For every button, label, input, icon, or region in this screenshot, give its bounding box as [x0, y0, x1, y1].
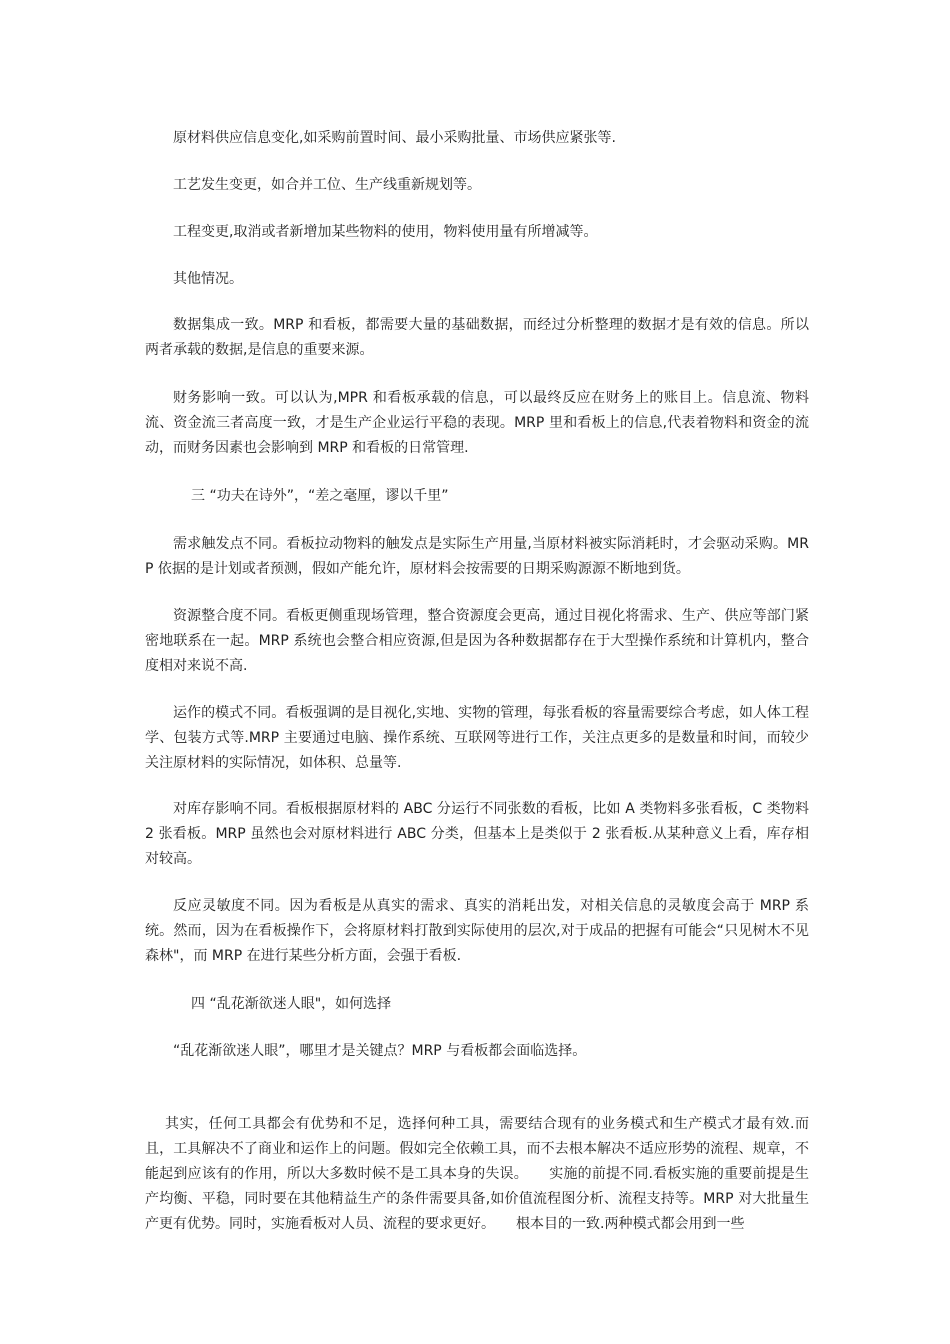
- paragraph-key-point: “乱花渐欲迷人眼”，哪里才是关键点？MRP 与看板都会面临选择。: [173, 1043, 587, 1059]
- paragraph-conclusion: 其实，任何工具都会有优势和不足，选择何种工具，需要结合现有的业务模式和生产模式才最有效.而且，工具解决不了商业和运作上的问题。假如完全依赖工具，而不去根本解决不适应形势的流程、规章，不能起到应该有的作用，所以大多数时候不是工具本身的失误。 实施的前提不同.看板实施的重要前提是生产均衡、平稳，同时要在其他精益生产的条件需要具备,如价值流程图分析、流程支持等。MRP 对大批量生产更有优势。同时，实施看板对人员、流程的要求更好。 根本目的一致.两种模式都会用到一些: [145, 1116, 809, 1232]
- paragraph-process-change: 工艺发生变更，如合并工位、生产线重新规划等。: [173, 177, 481, 193]
- paragraph-demand-trigger: 需求触发点不同。看板拉动物料的触发点是实际生产用量,当原材料被实际消耗时，才会驱动采购。MRP 依据的是计划或者预测，假如产能允许，原材料会按需要的日期采购源源不断地到货。: [145, 536, 809, 577]
- paragraph-data-integration: 数据集成一致。MRP 和看板，都需要大量的基础数据，而经过分析整理的数据才是有效的信息。所以两者承载的数据,是信息的重要来源。: [145, 317, 809, 358]
- paragraph-resource-integration: 资源整合度不同。看板更侧重现场管理，整合资源度会更高，通过目视化将需求、生产、供应等部门紧密地联系在一起。MRP 系统也会整合相应资源,但是因为各种数据都存在于大型操作系统和计算机内，整合度相对来说不高.: [145, 608, 809, 674]
- paragraph-inventory-impact: 对库存影响不同。看板根据原材料的 ABC 分运行不同张数的看板，比如 A 类物料多张看板，C 类物料 2 张看板。MRP 虽然也会对原材料进行 ABC 分类，但基本上是类似于 2 张看板.从某种意义上看，库存相对较高。: [145, 801, 809, 867]
- paragraph-engineering-change: 工程变更,取消或者新增加某些物料的使用，物料使用量有所增减等。: [173, 224, 598, 240]
- paragraph-other: 其他情况。: [173, 271, 243, 287]
- section-heading-4: 四 “乱花渐欲迷人眼"，如何选择: [191, 996, 392, 1012]
- paragraph-material-supply: 原材料供应信息变化,如采购前置时间、最小采购批量、市场供应紧张等.: [173, 130, 616, 146]
- paragraph-responsiveness: 反应灵敏度不同。因为看板是从真实的需求、真实的消耗出发，对相关信息的灵敏度会高于 MRP 系统。然而，因为在看板操作下，会将原材料打散到实际使用的层次,对于成品的把握有可能会“只见树木不见森林"，而 MRP 在进行某些分析方面，会强于看板.: [145, 898, 809, 964]
- section-heading-3: 三 “功夫在诗外”，“差之毫厘，谬以千里”: [191, 488, 449, 504]
- paragraph-financial-impact: 财务影响一致。可以认为,MPR 和看板承载的信息，可以最终反应在财务上的账目上。信息流、物料流、资金流三者高度一致，才是生产企业运行平稳的表现。MRP 里和看板上的信息,代表着物料和资金的流动，而财务因素也会影响到 MRP 和看板的日常管理.: [145, 390, 809, 456]
- paragraph-operation-mode: 运作的模式不同。看板强调的是目视化,实地、实物的管理，每张看板的容量需要综合考虑，如人体工程学、包装方式等.MRP 主要通过电脑、操作系统、互联网等进行工作，关注点更多的是数量和时间，而较少关注原材料的实际情况，如体积、总量等.: [145, 705, 809, 771]
